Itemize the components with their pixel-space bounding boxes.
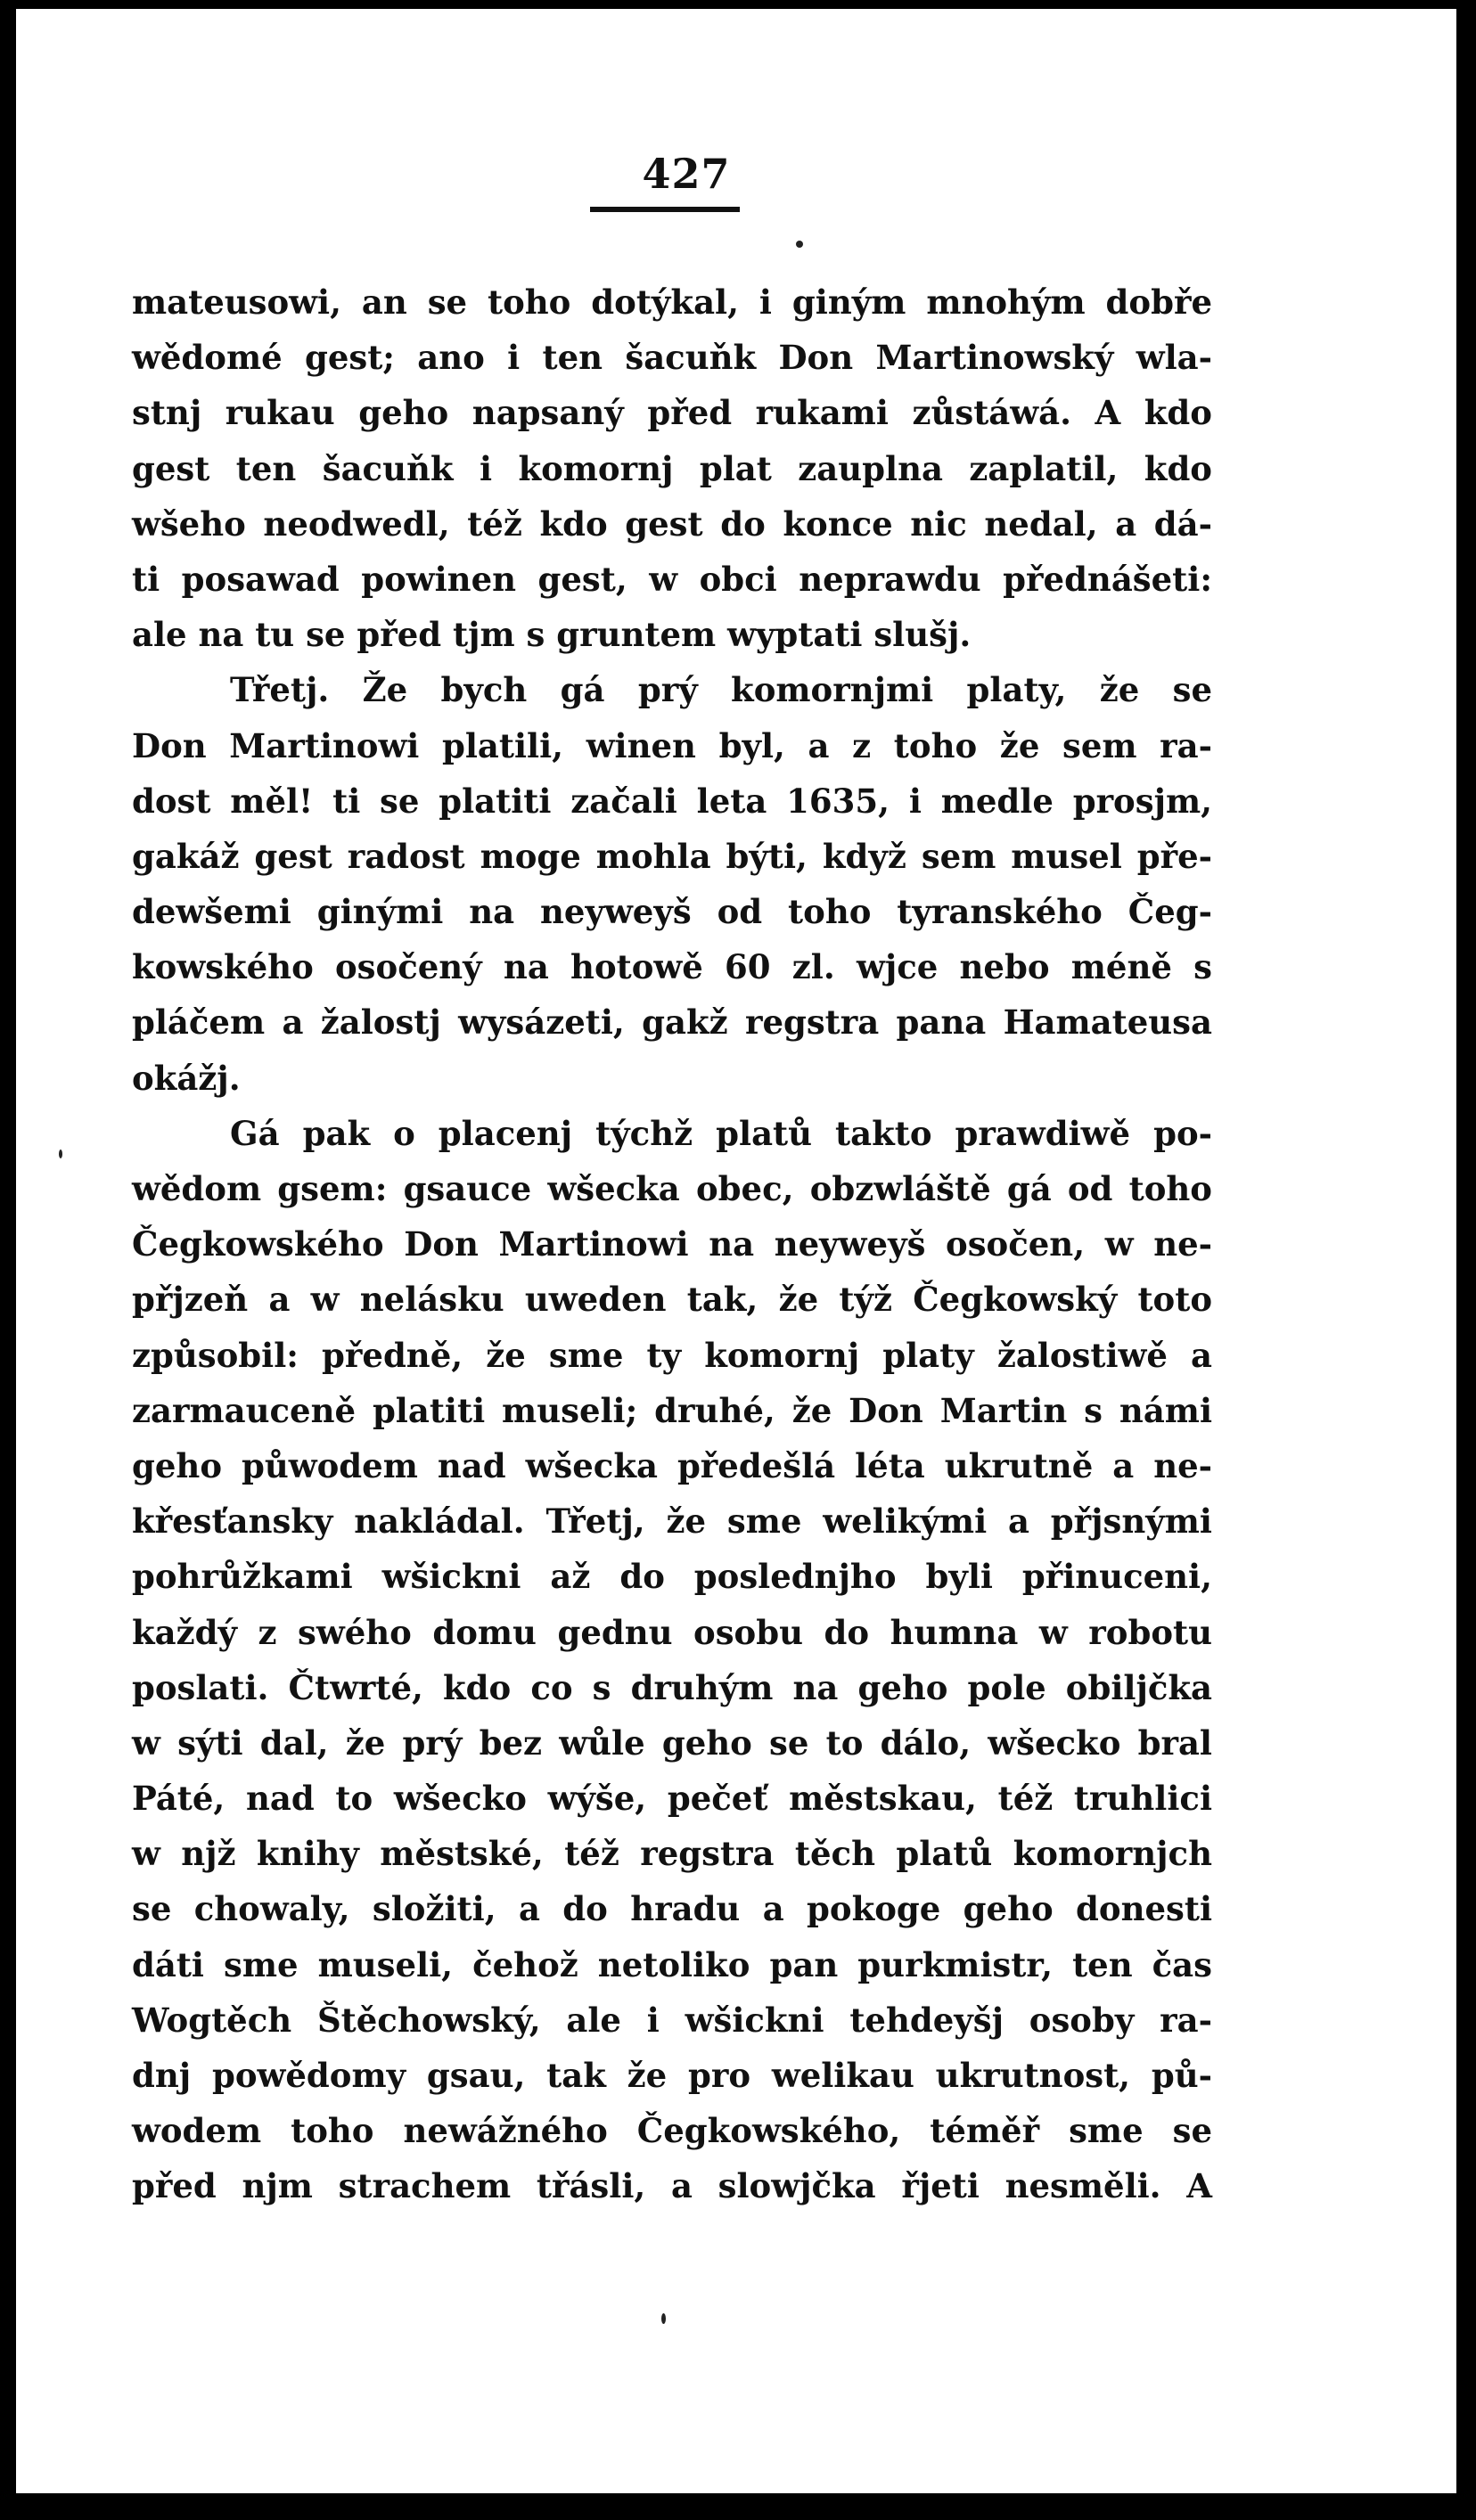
text-line: wědomé gest; ano i ten šacuňk Don Martinowský wla- <box>132 338 1212 378</box>
text-line: dost měl! ti se platiti začali leta 1635, i medle prosjm, <box>132 781 1212 821</box>
text-line: wodem toho newážného Čegkowského, téměř sme se <box>132 2111 1212 2151</box>
text-line: pohrůžkami wšickni až do poslednjho byli přinuceni, <box>132 1557 1212 1597</box>
ink-speck <box>796 241 803 248</box>
text-line: pláčem a žalostj wysázeti, gakž regstra pana Hamateusa <box>132 1002 1212 1043</box>
page-number-rule <box>590 207 740 212</box>
text-line: wědom gsem: gsauce wšecka obec, obzwláště gá od toho <box>132 1169 1212 1208</box>
scan-border-top <box>0 0 1476 9</box>
text-line: křesťansky nakládal. Třetj, že sme welikými a přjsnými <box>132 1501 1212 1542</box>
text-line: geho půwodem nad wšecka předešlá léta ukrutně a ne- <box>132 1445 1212 1485</box>
text-line: se chowaly, složiti, a do hradu a pokoge geho donesti <box>132 1889 1212 1929</box>
text-line: wšeho neodwedl, též kdo gest do konce nic nedal, a dá- <box>132 503 1212 544</box>
text-line: ti posawad powinen gest, w obci neprawdu přednášeti: <box>132 559 1212 599</box>
text-line: každý z swého domu gednu osobu do humna w robotu <box>132 1612 1212 1652</box>
text-line: okážj. <box>132 1058 241 1098</box>
text-line: dewšemi ginými na neyweyš od toho tyranského Čeg- <box>132 892 1212 932</box>
text-line: Don Martinowi platili, winen byl, a z toho že sem ra- <box>132 725 1212 765</box>
text-line: dáti sme museli, čehož netoliko pan purkmistr, ten čas <box>132 1944 1212 1984</box>
text-line: poslati. Čtwrté, kdo co s druhým na geho pole obiljčka <box>132 1667 1212 1707</box>
ink-speck <box>661 2313 666 2324</box>
text-line: w sýti dal, že prý bez wůle geho se to dálo, wšecko bral <box>132 1722 1212 1763</box>
ink-speck <box>59 1150 62 1158</box>
text-line: mateusowi, an se toho dotýkal, i giným mnohým dobře <box>132 282 1212 322</box>
text-line: dnj powědomy gsau, tak že pro welikau ukrutnost, pů- <box>132 2056 1212 2095</box>
text-line: w njž knihy městské, též regstra těch platů komornjch <box>132 1834 1212 1874</box>
text-line: Gá pak o placenj týchž platů takto prawdiwě po- <box>230 1113 1212 1153</box>
scan-border-bottom <box>0 2493 1476 2520</box>
text-line: zarmauceně platiti museli; druhé, že Don Martin s námi <box>132 1390 1212 1430</box>
text-line: Třetj. Že bych gá prý komornjmi platy, že se <box>230 670 1212 710</box>
text-line: gakáž gest radost moge mohla býti, když sem musel pře- <box>132 836 1212 876</box>
text-line: způsobil: předně, že sme ty komornj platy žalostiwě a <box>132 1335 1212 1375</box>
text-line: před njm strachem třásli, a slowjčka řjeti nesměli. A <box>132 2166 1212 2206</box>
page-number: 427 <box>642 150 731 198</box>
scan-border-right <box>1456 0 1476 2520</box>
text-line: Čegkowského Don Martinowi na neyweyš osočen, w ne- <box>132 1224 1212 1264</box>
text-line: ale na tu se před tjm s gruntem wyptati slušj. <box>132 615 972 655</box>
text-line: přjzeň a w nelásku uweden tak, že týž Čegkowský toto <box>132 1280 1212 1320</box>
text-line: Páté, nad to wšecko wýše, pečeť městskau, též truhlici <box>132 1779 1212 1819</box>
text-line: gest ten šacuňk i komornj plat zauplna zaplatil, kdo <box>132 448 1212 488</box>
text-line: kowského osočený na hotowě 60 zl. wjce nebo méně s <box>132 947 1212 987</box>
scan-border-left <box>0 0 16 2520</box>
body-text <box>132 274 1212 2214</box>
text-line: stnj rukau geho napsaný před rukami zůstáwá. A kdo <box>132 393 1212 433</box>
text-line: Wogtěch Štěchowský, ale i wšickni tehdeyšj osoby ra- <box>132 2000 1212 2040</box>
